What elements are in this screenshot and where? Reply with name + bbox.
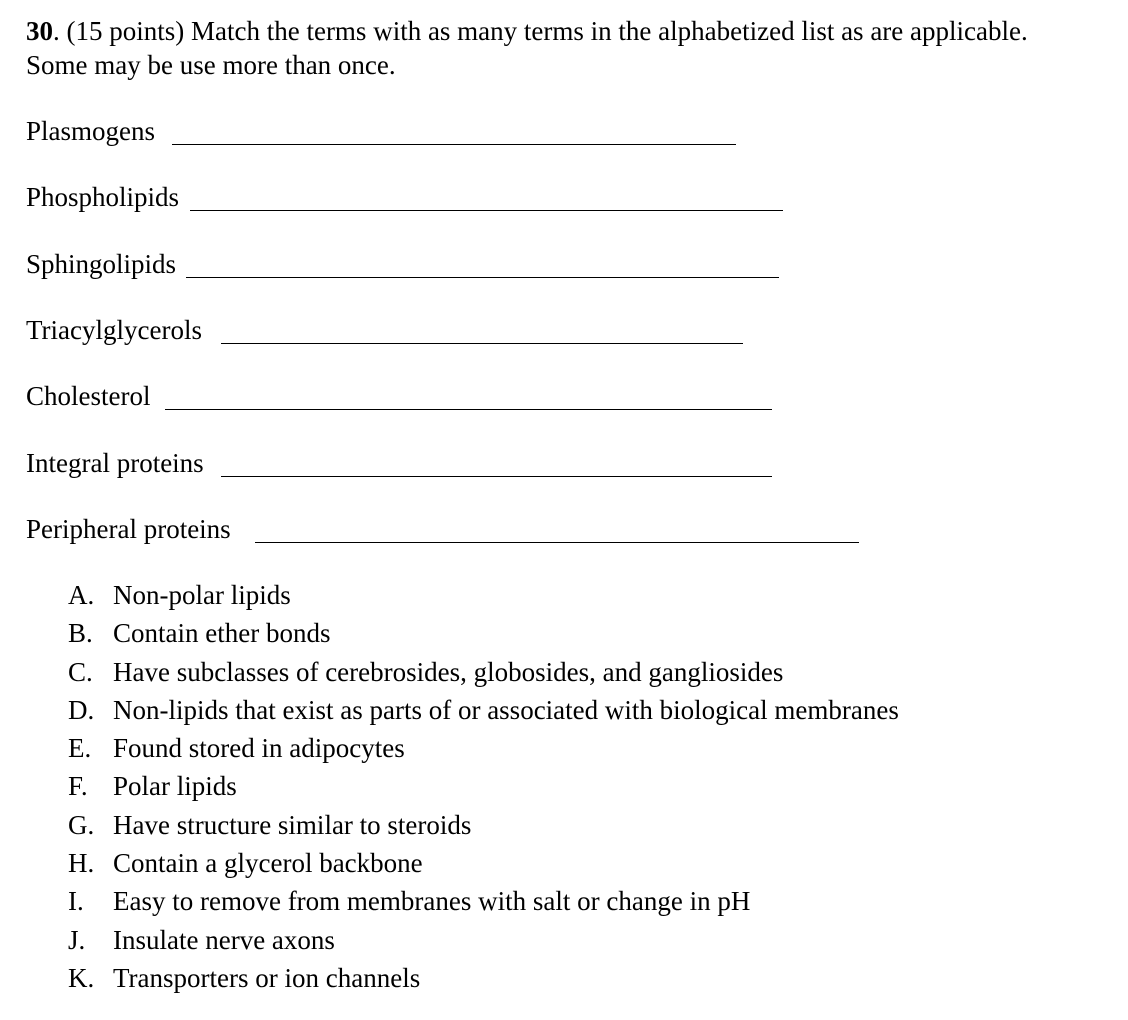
question-instruction: . (15 points) Match the terms with as many terms in the alphabetized list as are applicable. (53, 16, 1028, 46)
term-label: Cholesterol (26, 381, 151, 411)
option-letter: A. (68, 580, 95, 610)
option-letter: E. (68, 733, 92, 764)
answer-blank[interactable] (255, 542, 859, 543)
option-letter: I. (68, 886, 84, 917)
question-line-2: Some may be use more than once. (26, 50, 396, 80)
option-text: Have subclasses of cerebrosides, globosides, and gangliosides (113, 656, 784, 687)
answer-blank[interactable] (186, 277, 779, 278)
option-text: Found stored in adipocytes (113, 733, 405, 764)
question-prompt (26, 14, 1116, 82)
term-label: Triacylglycerols (26, 315, 202, 345)
answer-blank[interactable] (190, 210, 783, 211)
option-text: Have structure similar to steroids (113, 809, 472, 840)
term-label: Integral proteins (26, 448, 204, 478)
option-letter: J. (68, 924, 86, 955)
option-text: Insulate nerve axons (113, 924, 335, 955)
option-text: Transporters or ion channels (113, 962, 421, 993)
term-label: Peripheral proteins (26, 514, 231, 544)
term-label: Sphingolipids (26, 249, 177, 279)
option-letter: C. (68, 656, 93, 687)
answer-blank[interactable] (172, 144, 736, 145)
option-text: Non-lipids that exist as parts of or associated with biological membranes (113, 694, 899, 725)
option-letter: D. (68, 694, 95, 725)
option-text: Contain a glycerol backbone (113, 848, 423, 879)
option-text: Contain ether bonds (113, 618, 331, 649)
option-letter: K. (68, 962, 95, 993)
option-letter: H. (68, 848, 95, 879)
option-letter: F. (68, 771, 88, 802)
term-label: Plasmogens (26, 116, 156, 146)
term-label: Phospholipids (26, 182, 180, 212)
answer-blank[interactable] (221, 343, 743, 344)
answer-blank[interactable] (165, 409, 772, 410)
answer-blank[interactable] (221, 476, 772, 477)
option-text: Non-polar lipids (113, 580, 291, 610)
option-letter: G. (68, 809, 95, 840)
option-text: Easy to remove from membranes with salt or change in pH (113, 886, 751, 917)
option-text: Polar lipids (113, 771, 237, 802)
question-number: 30 (26, 16, 53, 46)
option-letter: B. (68, 618, 93, 649)
question-line-1 (26, 14, 1116, 48)
